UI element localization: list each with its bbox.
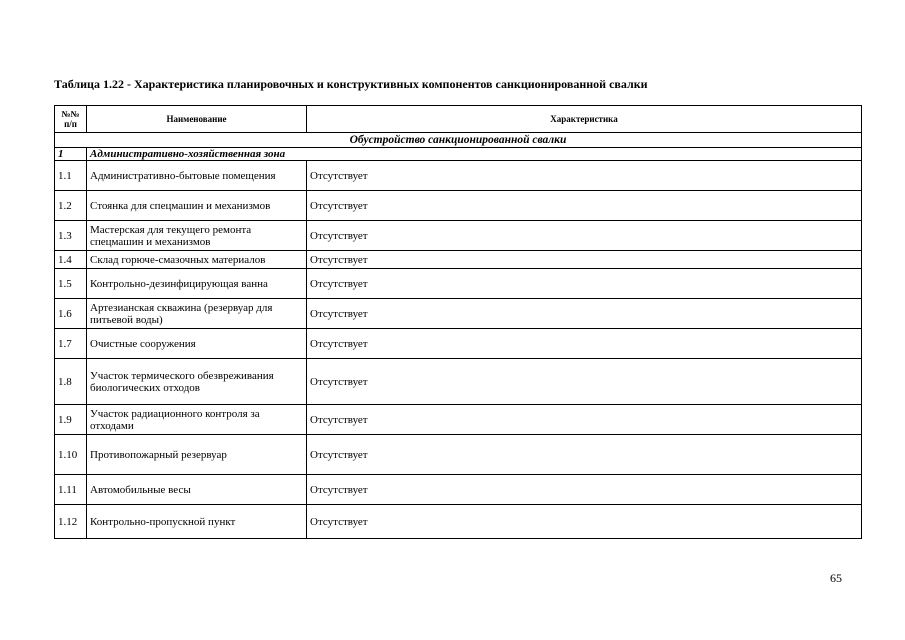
table-row — [55, 435, 862, 475]
cell-name: Очистные сооружения — [87, 329, 307, 359]
table-row — [55, 329, 862, 359]
cell-name: Участок термического обезвреживания биологических отходов — [87, 359, 307, 405]
table-row — [55, 161, 862, 191]
zone-num: 1 — [55, 148, 87, 161]
header-name: Наименование — [87, 106, 307, 133]
cell-characteristic: Отсутствует — [307, 505, 862, 539]
cell-num: 1.7 — [55, 329, 87, 359]
characteristics-table — [54, 105, 862, 539]
table-row — [55, 475, 862, 505]
cell-num: 1.6 — [55, 299, 87, 329]
cell-characteristic: Отсутствует — [307, 299, 862, 329]
cell-characteristic: Отсутствует — [307, 359, 862, 405]
cell-name: Административно-бытовые помещения — [87, 161, 307, 191]
cell-characteristic: Отсутствует — [307, 475, 862, 505]
cell-characteristic: Отсутствует — [307, 191, 862, 221]
cell-name: Контрольно-пропускной пункт — [87, 505, 307, 539]
cell-num: 1.8 — [55, 359, 87, 405]
cell-name: Артезианская скважина (резервуар для питьевой воды) — [87, 299, 307, 329]
section-title: Обустройство санкционированной свалки — [55, 133, 862, 148]
table-row — [55, 505, 862, 539]
cell-num: 1.10 — [55, 435, 87, 475]
cell-characteristic: Отсутствует — [307, 161, 862, 191]
zone-name: Административно-хозяйственная зона — [87, 148, 862, 161]
cell-num: 1.4 — [55, 251, 87, 269]
table-row — [55, 359, 862, 405]
cell-name: Участок радиационного контроля за отходами — [87, 405, 307, 435]
header-characteristic: Характеристика — [307, 106, 862, 133]
table-row — [55, 269, 862, 299]
zone-row — [55, 148, 862, 161]
table-header-row — [55, 106, 862, 133]
cell-name: Автомобильные весы — [87, 475, 307, 505]
cell-num: 1.2 — [55, 191, 87, 221]
table-row — [55, 251, 862, 269]
cell-num: 1.3 — [55, 221, 87, 251]
table-row — [55, 299, 862, 329]
cell-name: Контрольно-дезинфицирующая ванна — [87, 269, 307, 299]
cell-num: 1.11 — [55, 475, 87, 505]
cell-name: Стоянка для спецмашин и механизмов — [87, 191, 307, 221]
cell-num: 1.5 — [55, 269, 87, 299]
cell-characteristic: Отсутствует — [307, 435, 862, 475]
cell-characteristic: Отсутствует — [307, 221, 862, 251]
cell-name: Мастерская для текущего ремонта спецмашин и механизмов — [87, 221, 307, 251]
cell-name: Склад горюче-смазочных материалов — [87, 251, 307, 269]
cell-characteristic: Отсутствует — [307, 269, 862, 299]
cell-num: 1.12 — [55, 505, 87, 539]
table-caption: Таблица 1.22 - Характеристика планировочных и конструктивных компонентов санкционированной свалки — [54, 77, 648, 91]
table-row — [55, 221, 862, 251]
section-row — [55, 133, 862, 148]
cell-characteristic: Отсутствует — [307, 251, 862, 269]
cell-characteristic: Отсутствует — [307, 405, 862, 435]
cell-num: 1.1 — [55, 161, 87, 191]
cell-name: Противопожарный резервуар — [87, 435, 307, 475]
cell-num: 1.9 — [55, 405, 87, 435]
table-row — [55, 191, 862, 221]
table-row — [55, 405, 862, 435]
header-num: №№ п/п — [55, 106, 87, 133]
cell-characteristic: Отсутствует — [307, 329, 862, 359]
page-number: 65 — [830, 571, 842, 585]
